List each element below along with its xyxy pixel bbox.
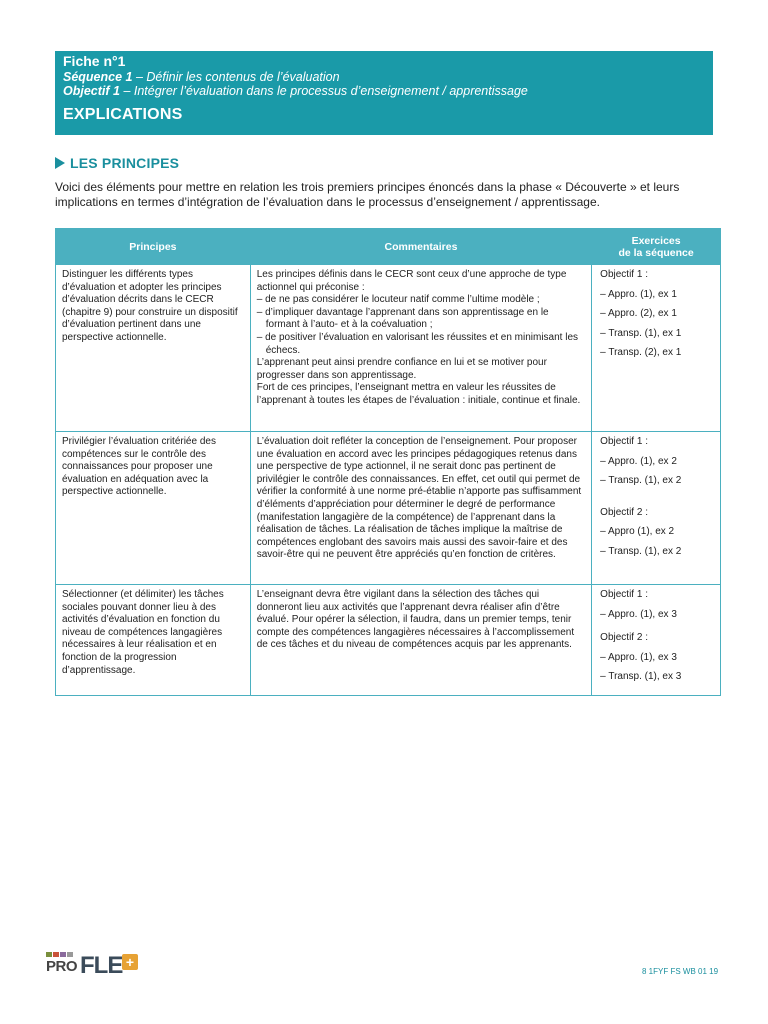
exercice-item: – Transp. (2), ex 1 [600,347,682,359]
logo-block-red [53,952,59,957]
header-principes: Principes [56,229,251,265]
header-banner [55,51,713,135]
exercice-item: Objectif 2 : [600,632,648,644]
exercice-item: – Transp. (1), ex 2 [600,475,682,487]
exercices-cell [592,432,721,585]
intro-paragraph: Voici des éléments pour mettre en relation les trois premiers principes énoncés dans la phase « Découverte » et leurs implications en termes d’intégration de l’évaluation dans le processus d’enseignement / apprentissage. [55,180,680,209]
commentaire-text: Fort de ces principes, l’enseignant mettra en valeur les réussites de l’apprenant à toutes les étapes de l’évaluation : initiale, continue et finale. [256,382,581,406]
exercices-cell [592,585,721,696]
logo-plus-icon: + [122,954,138,970]
table-header-row [56,229,721,265]
commentaire-cell [250,432,591,585]
header-commentaires: Commentaires [250,229,591,265]
commentaire-bullet: – de positiver l’évaluation en valorisant les réussites et en minimisant les échecs. [256,331,579,356]
section-heading: EXPLICATIONS [63,106,183,123]
header-exercices-line1: Exercices [631,234,681,247]
commentaire-cell [250,265,591,432]
sequence-label: Séquence 1 [63,70,133,84]
commentaire-text: L’enseignant devra être vigilant dans la sélection des tâches qui donneront lieu aux activités que l’apprenant devra réaliser afin d’être évalué. Pour opérer la sélection, il faudra, dans un premier temps, tenir compte des compétences langagières nécessaires à l’accomplissement de ces tâches et du niveau de compétences acquis par les apprenants. [256,589,575,651]
exercice-item: – Transp. (1), ex 3 [600,671,682,683]
exercice-item: – Appro. (2), ex 1 [600,308,677,320]
objectif-text: – Intégrer l’évaluation dans le processus d’enseignement / apprentissage [119,84,528,98]
principe-cell: Sélectionner (et délimiter) les tâches sociales pouvant donner lieu à des activités d’évaluation en fonction du niveau de compétences langagières nécessaires à leur réalisation et en fonction de la progression d’apprentissage. [56,585,251,696]
play-arrow-icon [55,157,65,169]
logo-block-purple [60,952,66,957]
objectif-label: Objectif 1 [63,84,120,98]
logo-block-grey [67,952,73,957]
commentaire-text: L’évaluation doit refléter la conception de l’enseignement. Pour proposer une évaluation en accord avec les principes pédagogiques retenus dans une perspective de type actionnel, il ne serait donc pas pertinent de privilégier le contrôle des connaissances. En effet, cet outil qui permet de vérifier la conformité à une norme pré-établie n’apporte pas suffisamment d’éléments d’appréciation pour déterminer le degré de performance (manifestation langagière de la compétence) de l’apprenant dans la réalisation de tâches. La réalisation de tâches implique la maîtrise de compétences englobant des savoirs mais aussi des savoir-faire et des savoir-être qui ne peuvent être appréciés qu’en fonction de critères. [256,436,582,561]
profle-logo [46,952,146,982]
exercice-item: Objectif 1 : [600,269,648,280]
logo-fle: FLE [80,952,123,979]
commentaire-bullet: – de ne pas considérer le locuteur natif comme l’ultime modèle ; [256,294,540,306]
footer-code: 8 1FYF FS WB 01 19 [642,967,719,976]
table-row [56,265,721,432]
sequence-line [63,70,705,84]
exercice-item: – Appro. (1), ex 2 [600,455,677,467]
commentaire-text: Les principes définis dans le CECR sont ceux d’une approche de type actionnel qui préconise : [256,269,567,293]
exercice-item: – Transp. (1), ex 1 [600,327,682,339]
spacer [600,495,714,507]
fiche-number: Fiche n°1 [63,53,126,69]
logo-block-green [46,952,52,957]
exercice-item: – Appro. (1), ex 3 [600,608,677,620]
principes-title-text: LES PRINCIPES [70,155,180,171]
exercice-item: – Appro. (1), ex 1 [600,288,677,300]
principe-cell: Privilégier l’évaluation critériée des compétences sur le contrôle des connaissances pour proposer une évaluation en adéquation avec la perspective actionnelle. [56,432,251,585]
exercice-item: – Appro. (1), ex 3 [600,651,677,663]
header-exercices-line2: de la séquence [618,246,694,259]
commentaire-cell [250,585,591,696]
header-exercices [592,229,721,265]
commentaire-bullet: – d’impliquer davantage l’apprenant dans son apprentissage en le formant à l’auto- et à la coévaluation ; [256,306,549,331]
principes-title [55,155,179,171]
exercices-cell [592,265,721,432]
logo-pro: PRO [46,958,78,975]
exercice-item: Objectif 1 : [600,436,648,447]
exercice-item: Objectif 2 : [600,506,648,518]
sequence-text: – Définir les contenus de l’évaluation [132,70,340,84]
commentaire-text: L’apprenant peut ainsi prendre confiance en lui et se motiver pour progresser dans son apprentissage. [256,357,547,381]
exercice-item: Objectif 1 : [600,589,648,600]
table-row [56,585,721,696]
principles-table [55,228,721,696]
exercice-item: – Transp. (1), ex 2 [600,545,682,557]
table-row [56,432,721,585]
objectif-line [63,84,705,98]
exercice-item: – Appro (1), ex 2 [600,526,675,538]
principe-cell: Distinguer les différents types d’évaluation et adopter les principes d’évaluation décrits dans le CECR (chapitre 9) pour construire un dispositif d’évaluation pertinent dans une perspective actionnelle. [56,265,251,432]
